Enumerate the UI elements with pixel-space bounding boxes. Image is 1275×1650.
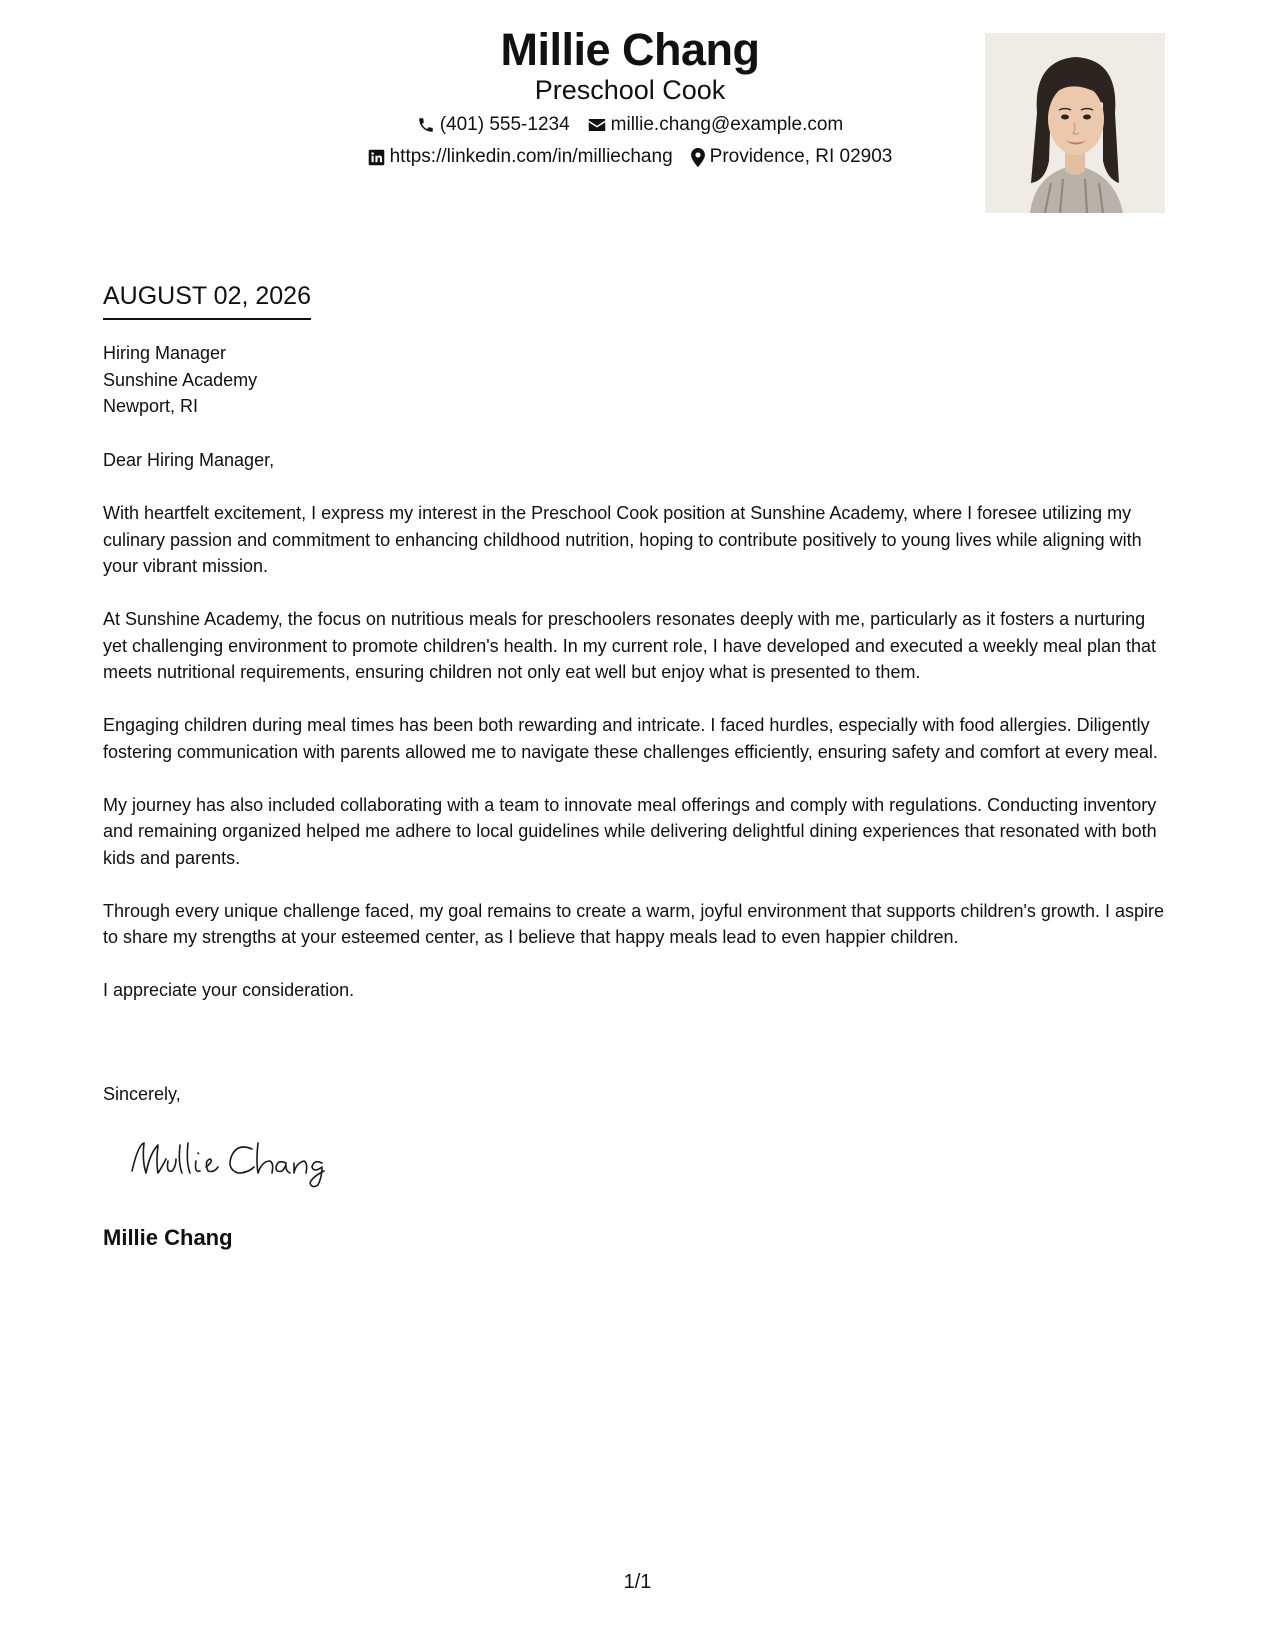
linkedin-text: https://linkedin.com/in/milliechang bbox=[389, 146, 673, 167]
phone-icon bbox=[417, 116, 435, 134]
applicant-name: Millie Chang bbox=[500, 24, 760, 75]
envelope-icon bbox=[588, 117, 606, 133]
applicant-title: Preschool Cook bbox=[534, 75, 726, 105]
body-paragraph: Engaging children during meal times has been both rewarding and intricate. I faced hurdles, especially with food allergies. Diligently fostering communication with parents allowed me to navigate these challenges efficiently, ensuring safety and comfort at every meal. bbox=[103, 715, 1158, 762]
letter-body bbox=[103, 447, 1168, 1030]
linkedin-icon bbox=[368, 149, 385, 166]
email-text: millie.chang@example.com bbox=[610, 114, 844, 135]
body-paragraph: I appreciate your consideration. bbox=[103, 980, 355, 1000]
closing: Sincerely, bbox=[103, 1084, 181, 1104]
body-paragraph: Through every unique challenge faced, my goal remains to create a warm, joyful environment that supports children's growth. I aspire to share my strengths at your esteemed center, as I believe that happy meals lead to even happier children. bbox=[103, 900, 1164, 947]
map-pin-icon bbox=[691, 148, 705, 167]
recipient-company: Sunshine Academy bbox=[103, 369, 258, 390]
profile-photo bbox=[985, 33, 1165, 213]
location-text: Providence, RI 02903 bbox=[709, 146, 893, 167]
body-paragraph: With heartfelt excitement, I express my interest in the Preschool Cook position at Sunshine Academy, where I foresee utilizing my culinary passion and commitment to enhancing childhood nutrition, hoping to contribute positively to young lives while aligning with your vibrant mission. bbox=[103, 503, 1142, 576]
contact-row-secondary bbox=[330, 144, 930, 170]
contact-location bbox=[691, 144, 893, 170]
contact-row-primary bbox=[330, 112, 930, 138]
body-paragraph: My journey has also included collaborating with a team to innovate meal offerings and comply with regulations. Conducting inventory and remaining organized helped me adhere to local guidelines while delivering delightful dining experiences that resonated with both kids and parents. bbox=[103, 794, 1157, 868]
letter-date: AUGUST 02, 2026 bbox=[103, 280, 311, 320]
signer-name: Millie Chang bbox=[103, 1225, 233, 1250]
body-paragraph: At Sunshine Academy, the focus on nutritious meals for preschoolers resonates deeply with me, particularly as it fosters a nurturing yet challenging environment to promote children's health. In my current role, I have developed and executed a weekly meal plan that meets nutritional requirements, ensuring children not only eat well but enjoy what is presented to them. bbox=[103, 609, 1157, 682]
phone-text: (401) 555-1234 bbox=[439, 114, 570, 135]
contact-linkedin[interactable] bbox=[368, 144, 673, 170]
recipient-name: Hiring Manager bbox=[103, 343, 227, 363]
handwritten-signature bbox=[128, 1133, 338, 1193]
contact-email[interactable] bbox=[588, 112, 844, 138]
recipient-block bbox=[103, 340, 257, 420]
letter-header bbox=[330, 24, 930, 170]
contact-phone bbox=[417, 112, 570, 138]
recipient-location: Newport, RI bbox=[103, 396, 199, 416]
salutation: Dear Hiring Manager, bbox=[103, 450, 275, 470]
page-number: 1/1 bbox=[623, 1571, 652, 1593]
